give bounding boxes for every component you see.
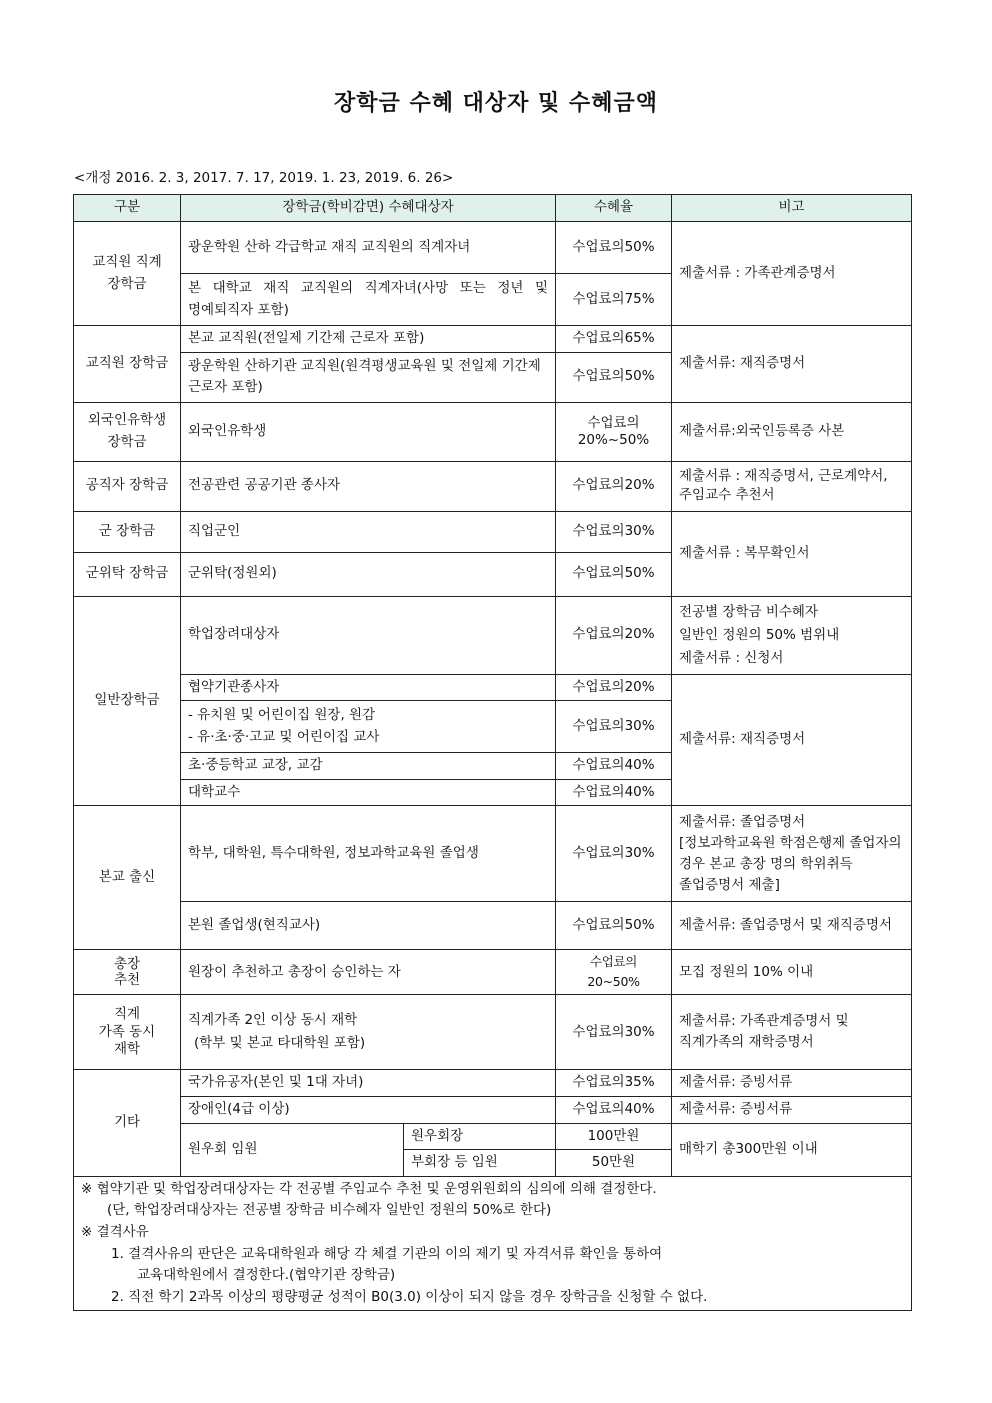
rate-line: 20%~50% [577,431,650,448]
note-cell: 제출서류:외국인등록증 사본 [672,402,912,461]
table-row [74,511,912,552]
amount-cell: 100만원 [556,1123,672,1150]
category-cell: 외국인유학생 장학금 [74,402,181,461]
footnote-line: ※ 협약기관 및 학업장려대상자는 각 전공별 주임교수 추천 및 운영위원회의 심의에 의해 결정한다. [81,1180,657,1197]
target-cell: 대학교수 [181,779,556,806]
rate-cell: 수업료의40% [556,753,672,780]
footnote-line: 교육대학원에서 결정한다.(협약기관 장학금) [137,1267,396,1284]
table-row [74,806,912,902]
scholarship-table [73,194,912,1311]
target-line: 직계가족 2인 이상 동시 재학 [188,1012,358,1029]
table-header-row [74,195,912,222]
target-cell: 학업장려대상자 [181,596,556,674]
rate-cell: 수업료의75% [556,274,672,326]
target-cell: 학부, 대학원, 특수대학원, 정보과학교육원 졸업생 [181,806,556,902]
footnote-line: ※ 결격사유 [81,1223,149,1240]
rate-cell: 수업료의30% [556,806,672,902]
target-cell: 협약기관종사자 [181,674,556,701]
footnote-line: 2. 직전 학기 2과목 이상의 평량평균 성적이 B0(3.0) 이상이 되지 않을 경우 장학금을 신청할 수 없다. [111,1288,708,1305]
note-cell: 제출서류: 가족관계증명서 및 직계가족의 재학증명서 [672,995,912,1070]
table-row [74,222,912,274]
target-cell: 본 대학교 재직 교직원의 직계자녀(사망 또는 정년 및 명예퇴직자 포함) [181,274,556,326]
note-cell: 제출서류: 증빙서류 [672,1070,912,1097]
category-line: 재학 [113,1041,141,1058]
target-cell: 원우회 임원 [181,1123,404,1176]
target-cell: 본원 졸업생(현직교사) [181,902,556,950]
note-cell: 제출서류: 졸업증명서 및 재직증명서 [672,902,912,950]
note-cell: 제출서류 : 복무확인서 [672,511,912,596]
category-cell: 기타 [74,1070,181,1176]
category-cell: 교직원 장학금 [74,326,181,403]
category-line: 직계 [113,1006,141,1023]
table-row [74,1070,912,1097]
target-cell: 전공관련 공공기관 종사자 [181,461,556,511]
target-cell: 본교 교직원(전일제 기간제 근로자 포함) [181,326,556,353]
header-rate: 수혜율 [556,195,672,222]
target-line: - 유치원 및 어린이집 원장, 원감 [188,707,376,724]
rate-cell: 수업료의50% [556,222,672,274]
page-title: 장학금 수혜 대상자 및 수혜금액 [334,91,658,116]
rate-cell: 수업료의35% [556,1070,672,1097]
note-cell: 제출서류 : 재직증명서, 근로계약서, 주임교수 추천서 [672,461,912,511]
target-cell: 원장이 추천하고 총장이 승인하는 자 [181,950,556,995]
header-note: 비고 [672,195,912,222]
target-cell: 광운학원 산하 각급학교 재직 교직원의 직계자녀 [181,222,556,274]
rate-cell: 수업료의50% [556,352,672,402]
target-cell: 직업군인 [181,511,556,552]
rate-cell: 수업료의50% [556,902,672,950]
target-cell: 초·중등학교 교장, 교감 [181,753,556,780]
rate-cell: 수업료의40% [556,1096,672,1123]
revision-history: <개정 2016. 2. 3, 2017. 7. 17, 2019. 1. 23, 2019. 6. 26> [74,170,454,186]
category-cell: 본교 출신 [74,806,181,950]
footnote-row [74,1176,912,1311]
note-cell: 제출서류: 증빙서류 [672,1096,912,1123]
note-line: 제출서류 : 신청서 [679,649,784,666]
target-cell: 장애인(4급 이상) [181,1096,556,1123]
table-row [74,326,912,353]
table-row [74,995,912,1070]
note-cell [672,596,912,674]
table-row [74,950,912,995]
category-cell: 일반장학금 [74,596,181,806]
table-row [74,596,912,674]
note-cell: 제출서류: 재직증명서 [672,674,912,806]
footnote-line: 1. 결격사유의 판단은 교육대학원과 해당 각 체결 기관의 이의 제기 및 자격서류 확인을 통하여 [111,1245,663,1262]
target-cell: 국가유공자(본인 및 1대 자녀) [181,1070,556,1097]
target-cell: 외국인유학생 [181,402,556,461]
target-cell [181,995,556,1070]
rate-cell: 수업료의40% [556,779,672,806]
category-cell: 군 장학금 [74,511,181,552]
header-category: 구분 [74,195,181,222]
sub-target-cell: 부회장 등 임원 [404,1150,556,1177]
note-line: 전공별 장학금 비수혜자 [679,603,819,620]
rate-cell: 수업료의 20~50% [556,950,672,995]
rate-cell: 수업료의65% [556,326,672,353]
category-cell [74,995,181,1070]
table-row [74,902,912,950]
note-cell: 제출서류 : 가족관계증명서 [672,222,912,326]
sub-target-cell: 원우회장 [404,1123,556,1150]
rate-cell: 수업료의20% [556,461,672,511]
rate-cell: 수업료의30% [556,995,672,1070]
category-cell [74,950,181,995]
table-row [74,1123,912,1150]
category-cell: 교직원 직계 장학금 [74,222,181,326]
target-cell: 광운학원 산하기관 교직원(원격평생교육원 및 전일제 기간제 근로자 포함) [181,352,556,402]
category-line: 가족 동시 [98,1023,156,1040]
category-cell: 공직자 장학금 [74,461,181,511]
note-cell: 제출서류: 졸업증명서 [정보과학교육원 학점은행제 졸업자의 경우 본교 총장 명의 학위취득 졸업증명서 제출] [672,806,912,902]
category-line: 추천 [113,972,141,989]
note-cell: 매학기 총300만원 이내 [672,1123,912,1176]
note-line: 일반인 정원의 50% 범위내 [679,626,840,643]
note-cell: 제출서류: 재직증명서 [672,326,912,403]
footnotes [74,1176,912,1311]
table-row [74,461,912,511]
target-cell [181,701,556,753]
target-line: - 유·초·중·고교 및 어린이집 교사 [188,728,380,745]
rate-cell: 수업료의30% [556,511,672,552]
table-row [74,1096,912,1123]
amount-cell: 50만원 [556,1150,672,1177]
table-row [74,402,912,461]
category-line: 총장 [113,956,141,973]
rate-cell: 수업료의30% [556,701,672,753]
note-cell: 모집 정원의 10% 이내 [672,950,912,995]
category-cell: 군위탁 장학금 [74,552,181,596]
rate-cell: 수업료의20% [556,596,672,674]
rate-line: 수업료의 [587,415,640,432]
rate-cell: 수업료의50% [556,552,672,596]
rate-cell: 수업료의20% [556,674,672,701]
footnote-line: (단, 학업장려대상자는 전공별 장학금 비수혜자 일반인 정원의 50%로 한다) [107,1202,552,1219]
rate-cell [556,402,672,461]
table-row [74,674,912,701]
target-cell: 군위탁(정원외) [181,552,556,596]
target-line: (학부 및 본교 타대학원 포함) [194,1035,366,1052]
header-target: 장학금(학비감면) 수혜대상자 [181,195,556,222]
